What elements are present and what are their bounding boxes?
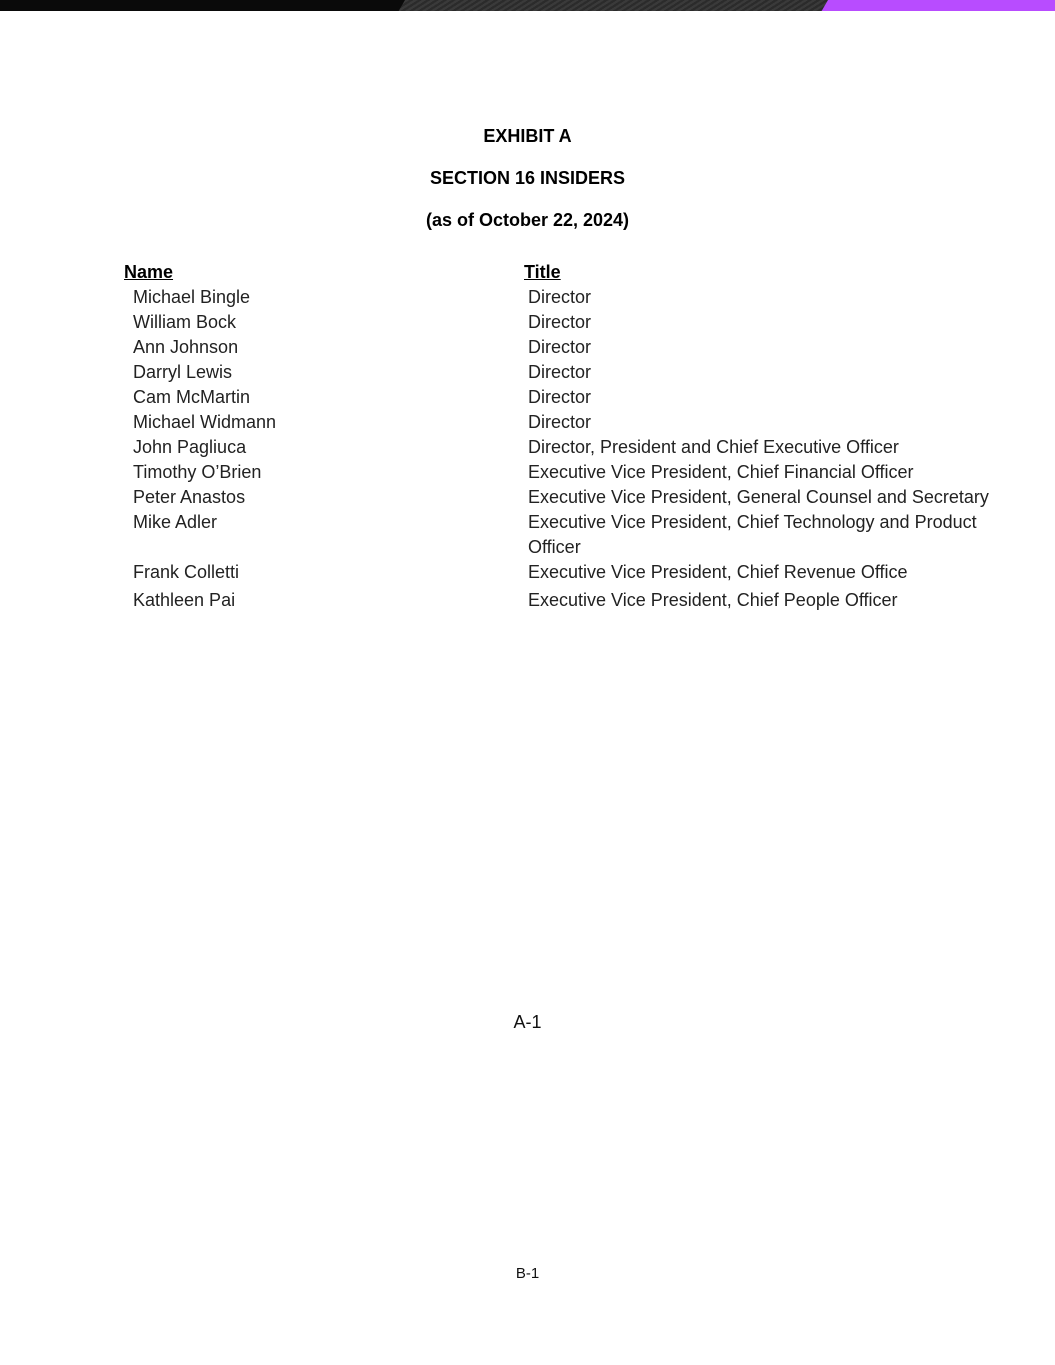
insider-title: Director — [528, 287, 592, 307]
table-row — [0, 485, 1055, 510]
title-column-header: Title — [524, 262, 561, 282]
insider-title: Director, President and Chief Executive Officer — [528, 437, 899, 457]
insider-name: John Pagliuca — [133, 437, 247, 457]
insider-title: Executive Vice President, General Counsel and Secretary — [528, 487, 989, 507]
table-row — [0, 435, 1055, 460]
insiders-table — [0, 285, 1055, 613]
insider-name: Darryl Lewis — [133, 362, 233, 382]
insider-name: Kathleen Pai — [133, 590, 236, 610]
insider-name: Mike Adler — [133, 512, 218, 532]
insider-name: Ann Johnson — [133, 337, 239, 357]
page-number-a: A-1 — [513, 1012, 542, 1032]
insider-title: Executive Vice President, Chief Financial Officer — [528, 462, 914, 482]
name-column-header: Name — [124, 262, 174, 282]
table-row — [0, 285, 1055, 310]
header-bar-purple-segment — [822, 0, 1055, 11]
insider-name: Timothy O’Brien — [133, 462, 262, 482]
insider-name: Frank Colletti — [133, 562, 240, 582]
page-number-b: B-1 — [515, 1265, 540, 1282]
table-row — [0, 410, 1055, 435]
insider-title: Director — [528, 312, 592, 332]
header-bar-black-segment — [0, 0, 430, 11]
table-row — [0, 588, 1055, 613]
insider-name: Peter Anastos — [133, 487, 246, 507]
insider-name: Michael Widmann — [133, 412, 277, 432]
insider-name: Cam McMartin — [133, 387, 251, 407]
section-title: SECTION 16 INSIDERS — [429, 168, 626, 188]
table-row — [0, 510, 1055, 560]
as-of-date: (as of October 22, 2024) — [425, 210, 630, 230]
insider-title: Executive Vice President, Chief People Officer — [528, 590, 898, 610]
table-row — [0, 360, 1055, 385]
table-row — [0, 460, 1055, 485]
table-row — [0, 310, 1055, 335]
table-row — [0, 335, 1055, 360]
header-bar-gray-segment — [399, 0, 845, 11]
header-color-bar — [0, 0, 1055, 11]
insider-name: William Bock — [133, 312, 237, 332]
insider-title: Director — [528, 412, 592, 432]
insider-title: Executive Vice President, Chief Technology and Product Officer — [528, 512, 977, 557]
insider-title: Executive Vice President, Chief Revenue Office — [528, 562, 908, 582]
insider-name: Michael Bingle — [133, 287, 251, 307]
insider-title: Director — [528, 387, 592, 407]
table-row — [0, 385, 1055, 410]
table-row — [0, 560, 1055, 585]
insider-title: Director — [528, 362, 592, 382]
exhibit-title: EXHIBIT A — [483, 126, 572, 146]
insider-title: Director — [528, 337, 592, 357]
